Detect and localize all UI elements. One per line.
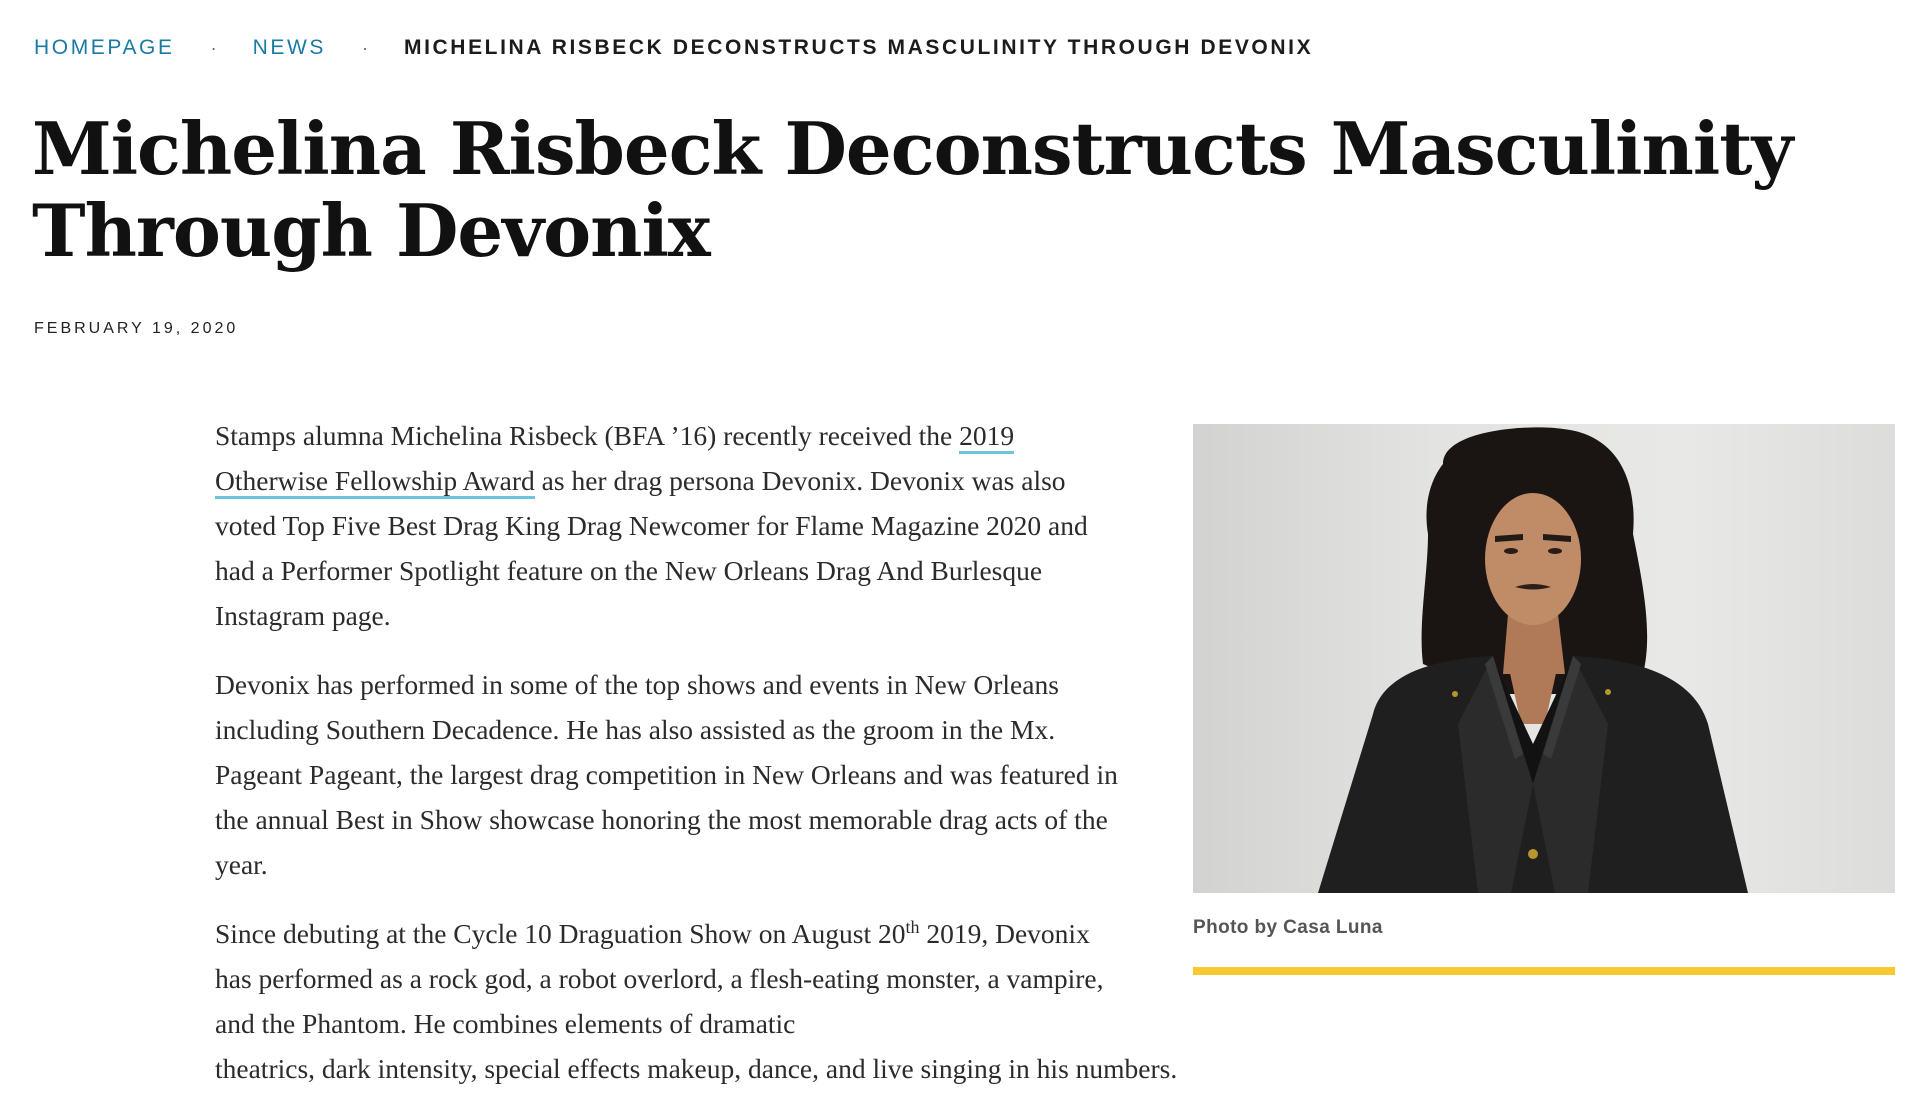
- paragraph-text: Stamps alumna Michelina Risbeck (BFA ’16) recently received the: [215, 420, 960, 451]
- breadcrumb-separator: ·: [210, 37, 217, 58]
- breadcrumb-current-page: MICHELINA RISBECK DECONSTRUCTS MASCULINITY THROUGH DEVONIX: [404, 36, 1314, 59]
- article-body: [215, 413, 1178, 1115]
- article-figure: [1193, 424, 1895, 975]
- article-paragraph: Devonix has performed in some of the top shows and events in New Orleans including Southern Decadence. He has also assisted as the groom in the Mx. Pageant Pageant, the largest drag competition in New Orleans and was featured in the annual Best in Show showcase honoring the most memorable drag acts of the year.: [215, 669, 1118, 880]
- paragraph-text: 2019, Devonix has performed as a rock god, a robot overlord, a flesh-eating monster, a vampire, and the Phantom. He combines elements of dramatic: [215, 918, 1104, 1039]
- fellowship-award-link[interactable]: 2019 Otherwise Fellowship Award: [215, 420, 1014, 499]
- breadcrumb: [34, 36, 1313, 60]
- superscript: th: [905, 916, 920, 937]
- article-paragraph: [215, 413, 1125, 638]
- paragraph-text: Since debuting at the Cycle 10 Draguation Show on August 20: [215, 918, 906, 949]
- publish-date: FEBRUARY 19, 2020: [34, 320, 239, 337]
- paragraph-text: as her drag persona Devonix. Devonix was also voted Top Five Best Drag King Drag Newcomer for Flame Magazine 2020 and had a Performer Spotlight feature on the New Orleans Drag And Burlesque Instagram page.: [215, 465, 1088, 631]
- article-paragraph: [215, 911, 1178, 1091]
- page-title: Michelina Risbeck Deconstructs Masculinity Through Devonix: [32, 106, 1793, 273]
- portrait-photo: [1193, 424, 1895, 893]
- portrait-illustration: [1193, 424, 1895, 893]
- photo-caption: Photo by Casa Luna: [1193, 917, 1383, 938]
- breadcrumb-news-link[interactable]: NEWS: [252, 36, 327, 59]
- breadcrumb-separator: ·: [362, 37, 369, 58]
- accent-bar: [1193, 967, 1895, 975]
- breadcrumb-homepage-link[interactable]: HOMEPAGE: [34, 36, 175, 59]
- paragraph-text: theatrics, dark intensity, special effects makeup, dance, and live singing in his numbers.: [215, 1053, 1178, 1084]
